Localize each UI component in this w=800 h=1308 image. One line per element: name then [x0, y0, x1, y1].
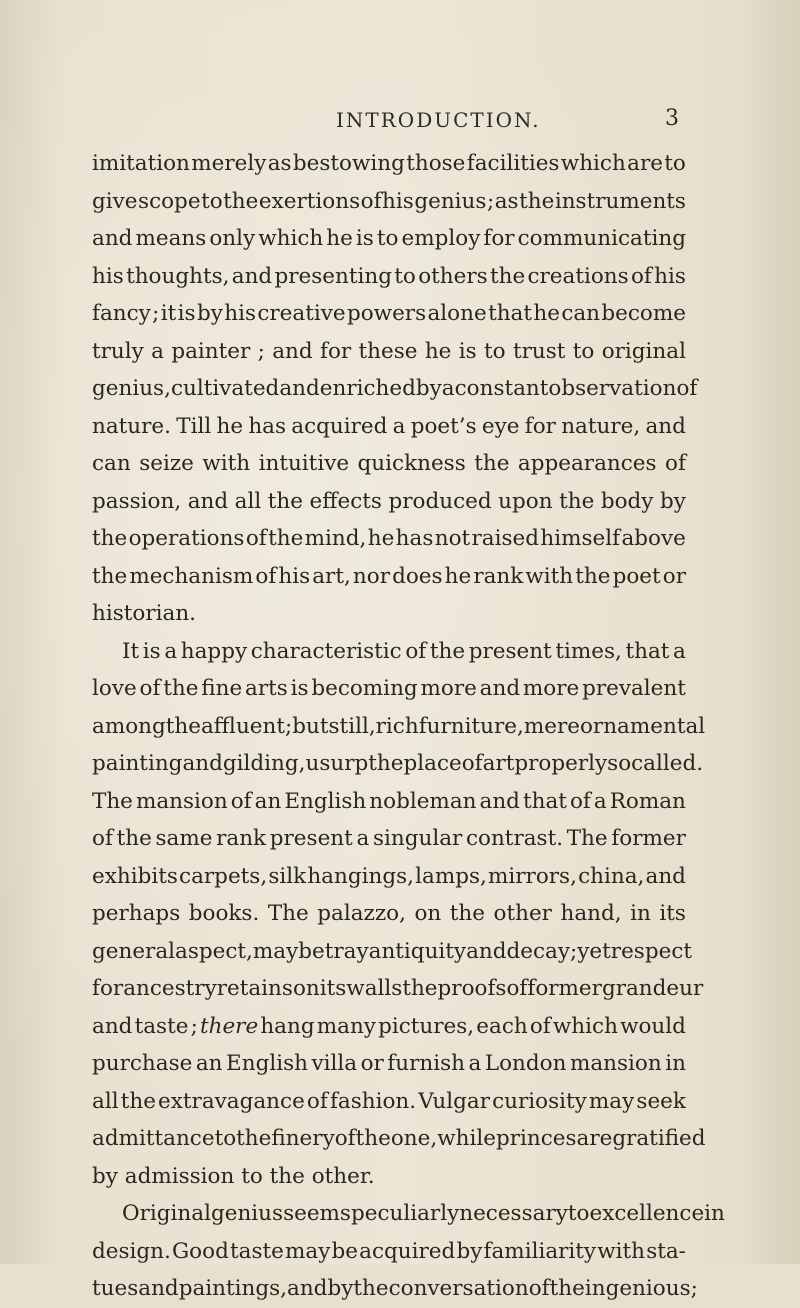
text-line: design. Good taste may be acquired by familiarity with sta-: [92, 1238, 686, 1264]
text-line: exhibits carpets, silk hangings, lamps, mirrors, china, and: [92, 863, 686, 889]
text-line: the mechanism of his art, nor does he rank with the poet or: [92, 563, 686, 589]
text-line: imitation merely as bestowing those facilities which are to: [92, 151, 686, 176]
body-text: [92, 145, 725, 1308]
text-line: truly a painter ; and for these he is to trust to original: [92, 338, 686, 364]
text-line: and means only which he is to employ for communicating: [92, 226, 686, 251]
text-line: can seize with intuitive quickness the appearances of: [92, 451, 686, 476]
text-line: purchase an English villa or furnish a London mansion in: [92, 1051, 686, 1076]
text-line: fancy ; it is by his creative powers alone that he can become: [92, 301, 686, 326]
text-line: love of the fine arts is becoming more and more prevalent: [92, 676, 686, 701]
text-line: historian.: [92, 601, 196, 626]
text-line: by admission to the other.: [92, 1163, 375, 1189]
text-line: painting and gilding, usurp the place of art properly so called.: [92, 751, 704, 776]
text-line: of the same rank present a singular contrast. The former: [92, 826, 686, 851]
text-line: It is a happy characteristic of the present times, that a: [122, 638, 686, 664]
text-line: perhaps books. The palazzo, on the other hand, in its: [92, 901, 686, 926]
text-line: for ancestry retains on its walls the proofs of former grandeur: [92, 976, 704, 1001]
text-line: and taste ; there hang many pictures, each of which would: [92, 1013, 686, 1039]
text-line: general aspect, may betray antiquity and decay ; yet respect: [92, 938, 692, 964]
text-line: give scope to the exertions of his genius ; as the instruments: [92, 188, 686, 214]
text-line: among the affluent ; but still, rich furniture, mere ornamental: [92, 713, 706, 739]
text-line: his thoughts, and presenting to others the creations of his: [92, 263, 686, 289]
page-number: 3: [665, 106, 679, 131]
running-title: INTRODUCTION.: [336, 108, 541, 132]
text-line: passion, and all the effects produced upon the body by: [92, 488, 686, 514]
text-line: tues and paintings, and by the conversation of the ingenious ;: [92, 1276, 698, 1301]
text-line: nature. Till he has acquired a poet’s eye for nature, and: [92, 413, 686, 439]
text-line: The mansion of an English nobleman and that of a Roman: [92, 788, 686, 814]
text-line: genius, cultivated and enriched by a constant observation of: [92, 376, 698, 401]
text-line: the operations of the mind, he has not raised himself above: [92, 526, 686, 551]
text-line: Original genius seems peculiarly necessary to excellence in: [122, 1201, 725, 1226]
running-head: [0, 100, 800, 130]
text-line: admittance to the finery of the one, while princes are gratified: [92, 1126, 706, 1151]
text-line: all the extravagance of fashion. Vulgar curiosity may seek: [92, 1088, 686, 1114]
